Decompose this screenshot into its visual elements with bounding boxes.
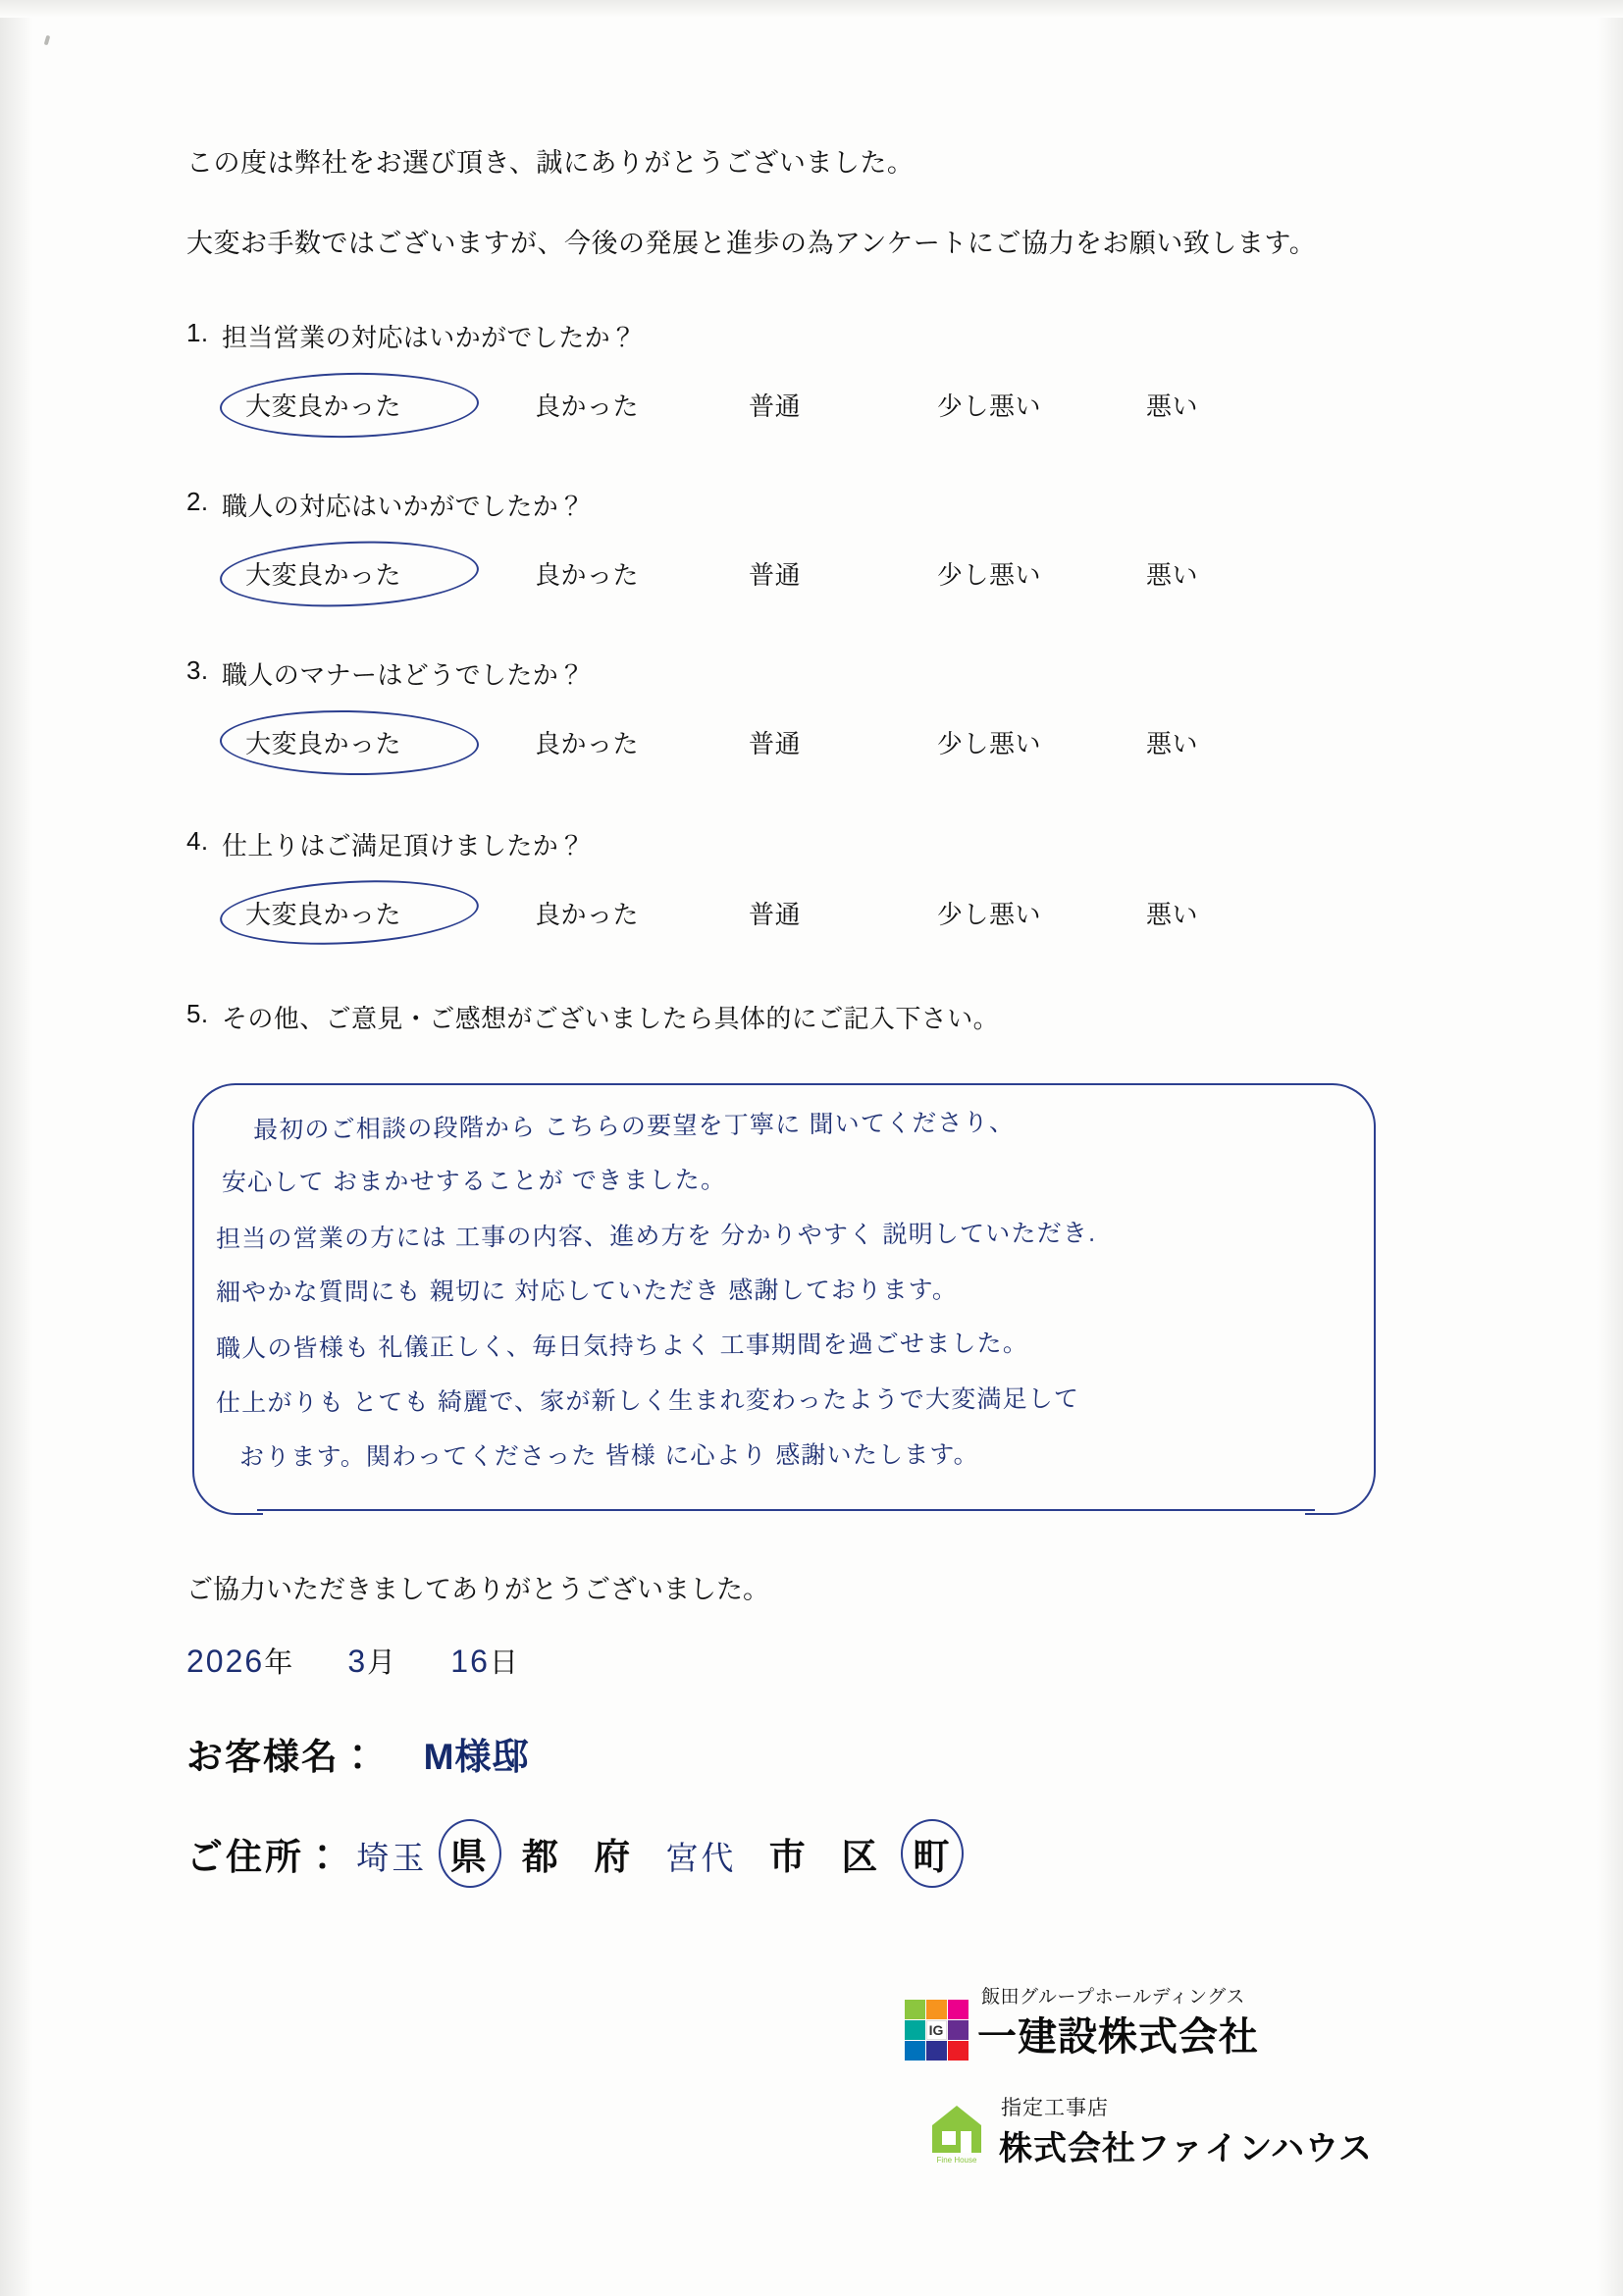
question-1-text: 担当営業の対応はいかがでしたか？: [222, 323, 637, 352]
address-city-handwritten: 宮代: [665, 1840, 737, 1876]
option-average[interactable]: 普通: [749, 560, 802, 590]
svg-text:Fine House: Fine House: [936, 2156, 977, 2165]
option-average[interactable]: 普通: [749, 900, 802, 929]
option-good[interactable]: 良かった: [535, 900, 640, 929]
company2-subtitle: 指定工事店: [1001, 2097, 1109, 2119]
date-row: [186, 1641, 518, 1681]
option-good[interactable]: 良かった: [535, 391, 640, 421]
option-good[interactable]: 良かった: [535, 560, 640, 590]
question-3-number: 3.: [186, 655, 209, 685]
comment-bracket-bottom: [257, 1509, 1315, 1511]
option-very-good[interactable]: 大変良かった: [245, 391, 402, 421]
option-very-good[interactable]: 大変良かった: [245, 560, 402, 590]
comment-line: 担当の営業の方には 工事の内容、進め方を 分かりやすく 説明していただき.: [215, 1219, 1097, 1254]
date-day-label: 日: [489, 1647, 518, 1679]
customer-name-row: [186, 1727, 529, 1780]
comment-line: 最初のご相談の段階から こちらの要望を丁寧に 聞いてくださり、: [252, 1108, 1016, 1145]
date-month-label: 月: [367, 1647, 396, 1679]
question-4-text: 仕上りはご満足頂けましたか？: [222, 831, 585, 861]
date-year-label: 年: [264, 1647, 293, 1679]
option-bad[interactable]: 悪い: [1146, 900, 1199, 929]
free-comment-area[interactable]: [192, 1083, 1376, 1511]
question-5-number: 5.: [186, 999, 209, 1028]
question-2-text: 職人の対応はいかがでしたか？: [222, 492, 585, 521]
address-token-fu[interactable]: 府: [594, 1837, 634, 1877]
company2-name: 株式会社ファインハウス: [999, 2130, 1373, 2167]
comment-line: 仕上がりも とても 綺麗で、家が新しく生まれ変わったようで大変満足して: [215, 1384, 1080, 1418]
option-very-good[interactable]: 大変良かった: [245, 900, 402, 929]
option-bad[interactable]: 悪い: [1146, 560, 1199, 590]
customer-name-value: M様邸: [423, 1737, 530, 1777]
address-handwritten-prefix: 埼玉: [356, 1840, 428, 1876]
closing-text: ご協力いただきましてありがとうございました。: [186, 1575, 769, 1604]
question-1-number: 1.: [186, 318, 209, 347]
address-token-to[interactable]: 都: [521, 1837, 561, 1877]
customer-name-label: お客様名：: [186, 1737, 378, 1777]
intro-line-1: この度は弊社をお選び頂き、誠にありがとうございました。: [186, 148, 915, 178]
question-5-text: その他、ご意見・ご感想がございましたら具体的にご記入下さい。: [222, 1004, 1000, 1033]
option-good[interactable]: 良かった: [535, 729, 640, 758]
comment-line: 細やかな質問にも 親切に 対応していただき 感謝しております。: [215, 1276, 959, 1307]
address-label: ご住所：: [186, 1837, 343, 1877]
address-row: [186, 1827, 962, 1880]
question-4-number: 4.: [186, 826, 209, 856]
date-month-value: 3: [347, 1644, 368, 1679]
company1-name: 一建設株式会社: [977, 2015, 1259, 2059]
comment-bracket-right: [1305, 1083, 1376, 1515]
comment-line: 職人の皆様も 礼儀正しく、毎日気持ちよく 工事期間を過ごせました。: [215, 1330, 1029, 1363]
comment-line: 安心して おまかせすることが できました。: [221, 1166, 727, 1197]
option-average[interactable]: 普通: [749, 729, 802, 758]
option-slightly-bad[interactable]: 少し悪い: [937, 900, 1042, 929]
option-bad[interactable]: 悪い: [1146, 729, 1199, 758]
ig-logo-icon: IG: [905, 2000, 968, 2061]
comment-line: おります。関わってくださった 皆様 に心より 感謝いたします。: [238, 1440, 979, 1472]
address-token-shi[interactable]: 市: [768, 1837, 809, 1877]
option-slightly-bad[interactable]: 少し悪い: [937, 391, 1042, 421]
option-bad[interactable]: 悪い: [1146, 391, 1199, 421]
question-4-options: [245, 895, 1325, 934]
option-slightly-bad[interactable]: 少し悪い: [937, 560, 1042, 590]
company1-subtitle: 飯田グループホールディングス: [981, 1987, 1246, 2008]
question-3-options: [245, 724, 1325, 763]
date-year-value: 2026: [186, 1644, 265, 1679]
address-token-ku[interactable]: 区: [840, 1837, 880, 1877]
date-day-value: 16: [450, 1644, 490, 1679]
option-slightly-bad[interactable]: 少し悪い: [937, 729, 1042, 758]
address-token-cho[interactable]: 町: [913, 1827, 952, 1880]
question-3-text: 職人のマナーはどうでしたか？: [222, 660, 585, 690]
question-1-options: [245, 387, 1325, 426]
option-very-good[interactable]: 大変良かった: [245, 729, 402, 758]
intro-line-2: 大変お手数ではございますが、今後の発展と進歩の為アンケートにご協力をお願い致します。: [186, 229, 1317, 258]
option-average[interactable]: 普通: [749, 391, 802, 421]
question-2-number: 2.: [186, 487, 209, 516]
question-2-options: [245, 555, 1325, 595]
address-token-ken[interactable]: 県: [450, 1827, 490, 1880]
comment-bracket-top: [257, 1083, 1315, 1085]
fine-house-logo-icon: [928, 2102, 985, 2165]
